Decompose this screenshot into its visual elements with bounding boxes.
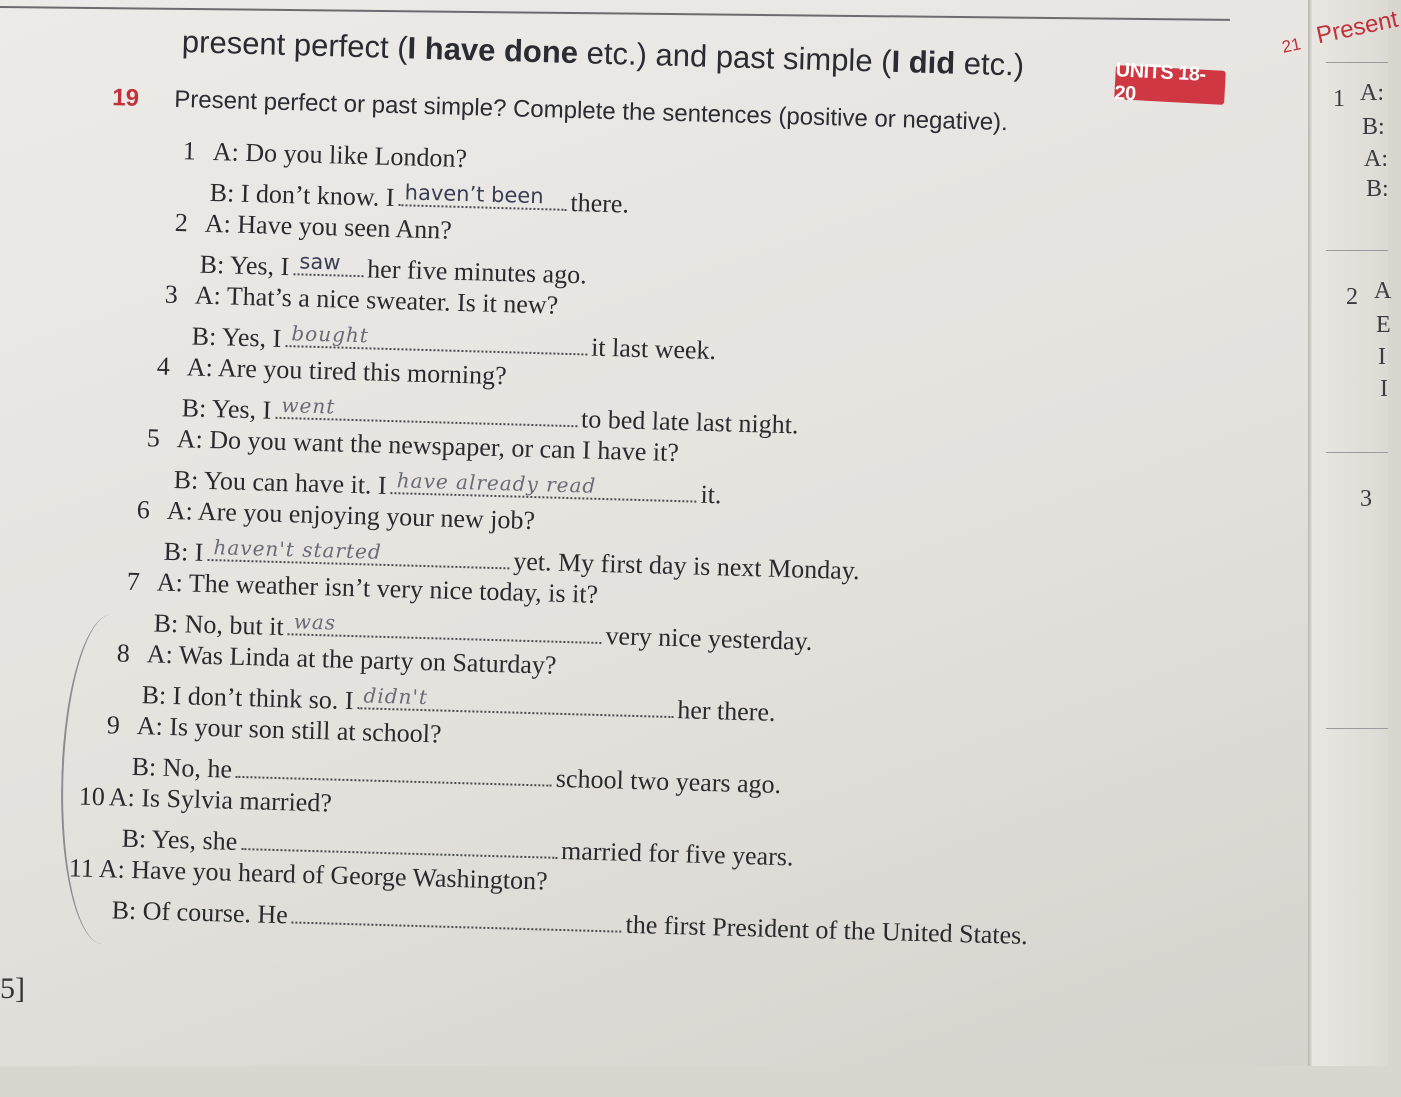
answer-blank[interactable]	[293, 247, 364, 277]
heading-text-mid: etc.) and past simple (	[577, 35, 893, 79]
example-answer: saw	[299, 249, 341, 275]
facing-page-label: B:	[1366, 176, 1389, 202]
exercise-item	[67, 853, 1029, 951]
answer-blank[interactable]	[287, 607, 602, 644]
item-number: 8	[116, 638, 131, 668]
facing-page-label: E	[1376, 312, 1391, 338]
item-number: 7	[126, 566, 141, 597]
question-text: A: Have you heard of George Washington?	[98, 854, 549, 896]
answer-suffix: it last week.	[590, 332, 717, 366]
facing-page-label: I	[1378, 344, 1386, 370]
answer-suffix: it.	[700, 479, 722, 510]
answer-prefix: B: I	[163, 536, 204, 567]
answer-suffix: the first President of the United States.	[625, 909, 1029, 951]
answer-suffix: very nice yesterday.	[605, 621, 813, 656]
answer-blank[interactable]	[398, 178, 567, 211]
answer-prefix: B: No, but it	[153, 608, 285, 642]
answer-blank[interactable]	[275, 391, 578, 427]
handwritten-answer: was	[293, 609, 337, 635]
units-badge: UNITS 18-20	[1114, 65, 1226, 105]
question-text: A: Was Linda at the party on Saturday?	[146, 639, 557, 680]
exercise-number: 19	[111, 84, 140, 112]
handwritten-answer: didn't	[363, 683, 429, 710]
example-answer: haven’t been	[404, 180, 544, 209]
facing-page-label: I	[1380, 376, 1388, 402]
answer-prefix: B: Yes, I	[191, 321, 282, 353]
item-number: 3	[164, 279, 179, 310]
facing-page-label: A	[1374, 278, 1392, 304]
item-number: 1	[182, 136, 197, 166]
answer-prefix: B: I don’t think so. I	[141, 680, 354, 716]
question-text: A: Are you enjoying your new job?	[166, 495, 536, 536]
facing-page-rule	[1326, 728, 1388, 729]
answer-blank[interactable]	[241, 822, 558, 859]
handwritten-answer: went	[281, 392, 336, 419]
item-number: 5	[146, 423, 161, 453]
pencil-bracket-mark	[57, 613, 158, 945]
answer-suffix: her five minutes ago.	[366, 254, 588, 290]
facing-page-rule	[1326, 250, 1388, 251]
facing-page-rule	[1326, 452, 1388, 453]
answer-blank[interactable]	[292, 895, 623, 932]
handwritten-answer: haven't started	[213, 535, 383, 564]
facing-page-title: Present	[1313, 5, 1401, 50]
exercise-instruction: Present perfect or past simple? Complete the sentences (positive or negative).	[173, 85, 1009, 137]
answer-suffix: her there.	[676, 695, 776, 727]
answer-prefix: B: Yes, I	[181, 393, 272, 425]
handwritten-answer: have already read	[396, 468, 597, 498]
answer-suffix: there.	[570, 187, 630, 219]
answer-blank[interactable]	[236, 750, 553, 787]
heading-bold-2: I did	[891, 43, 956, 81]
answer-suffix: yet. My first day is next Monday.	[512, 546, 860, 586]
question-text: A: Do you like London?	[212, 136, 468, 174]
question-text: A: Are you tired this morning?	[186, 352, 508, 391]
exercise-item	[181, 136, 630, 219]
facing-page-label: B:	[1362, 114, 1385, 140]
facing-page-label: 1	[1333, 86, 1345, 112]
answer-blank[interactable]	[285, 319, 588, 355]
question-text: A: Is your son still at school?	[136, 711, 442, 749]
handwritten-answer: bought	[291, 321, 370, 348]
item-number: 10	[78, 781, 106, 812]
answer-suffix: school two years ago.	[555, 763, 782, 800]
facing-page-number: 21	[1280, 34, 1303, 57]
item-number: 2	[174, 207, 189, 238]
answer-blank[interactable]	[357, 681, 674, 718]
heading-bold-1: I have done	[407, 30, 579, 71]
heading-text-post: etc.)	[954, 45, 1025, 83]
facing-page-label: 3	[1360, 486, 1372, 512]
answer-prefix: B: I don’t know. I	[209, 177, 395, 213]
answer-suffix: to bed late last night.	[580, 404, 799, 440]
facing-page-label: 2	[1346, 284, 1358, 310]
question-text: A: The weather isn’t very nice today, is it?	[156, 567, 599, 609]
answer-prefix: B: No, he	[131, 751, 233, 784]
answer-suffix: married for five years.	[560, 835, 794, 872]
item-number: 11	[68, 853, 95, 883]
question-text: A: Have you seen Ann?	[204, 208, 453, 245]
answer-prefix: B: Of course. He	[111, 895, 289, 930]
item-number: 9	[106, 710, 121, 740]
question-text: A: That’s a nice sweater. Is it new?	[194, 280, 559, 320]
answer-blank[interactable]	[207, 533, 510, 569]
item-number: 6	[136, 494, 151, 525]
answer-prefix: B: You can have it. I	[173, 465, 388, 500]
answer-blank[interactable]	[390, 466, 697, 503]
question-text: A: Is Sylvia married?	[108, 782, 333, 818]
facing-page-label: A:	[1364, 146, 1388, 172]
item-number: 4	[156, 351, 171, 381]
page-heading	[181, 24, 1024, 84]
facing-page-rule	[1326, 62, 1388, 63]
facing-page-label: A:	[1360, 80, 1384, 106]
exercise-item	[173, 208, 588, 291]
answer-prefix: B: Yes, I	[199, 249, 290, 282]
left-edge-text: 5]	[0, 972, 25, 1005]
answer-prefix: B: Yes, she	[121, 823, 238, 856]
question-text: A: Do you want the newspaper, or can I have it?	[176, 424, 680, 468]
heading-text: present perfect (	[181, 24, 409, 66]
question-line	[182, 136, 630, 178]
